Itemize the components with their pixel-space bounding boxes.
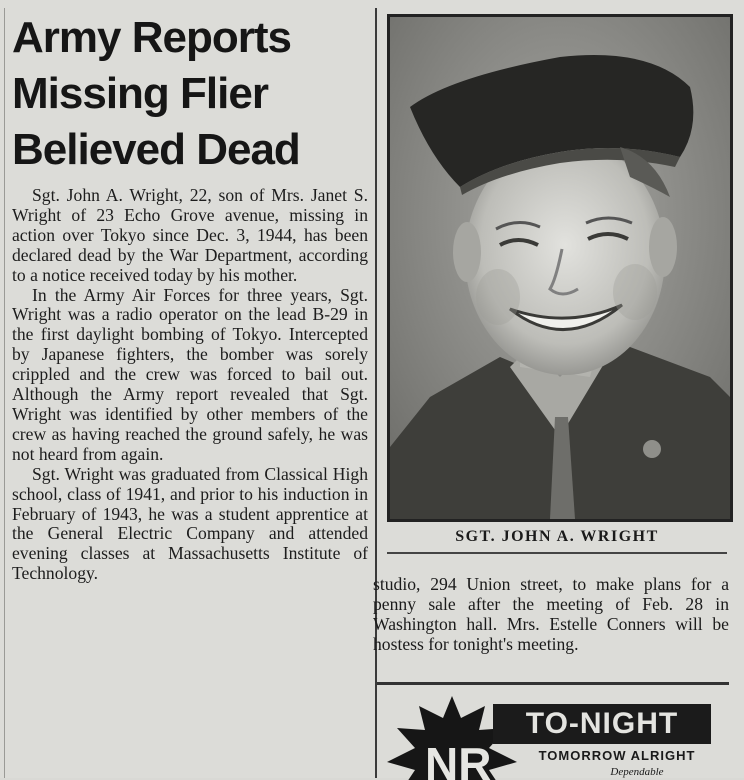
adjacent-article: [373, 574, 729, 654]
adjacent-article-text: studio, 294 Union street, to make plans for a penny sale after the meeting of Feb. 28 in Washington hall. Mrs. Estelle Conners will be hostess for tonight's meeting.: [373, 574, 729, 654]
advertisement: [377, 690, 733, 780]
article-column: [12, 10, 368, 584]
article-paragraph-2: In the Army Air Forces for three years, Sgt. Wright was a radio operator on the lead B-29 in the first daylight bombing of Tokyo. Intercepted by Japanese fighters, the bomber was sorely crippled and the crew was forced to bail out. Although the Army report revealed that Sgt. Wright was identified by other members of the crew as having reached the ground safely, he was not heard from again.: [12, 284, 368, 464]
article-paragraph-1: Sgt. John A. Wright, 22, son of Mrs. Janet S. Wright of 23 Echo Grove avenue, missing in action over Tokyo since Dec. 3, 1944, has been declared dead by the War Department, according to a notice received today by his mother.: [12, 185, 368, 285]
ad-subline: TOMORROW ALRIGHT: [538, 748, 696, 763]
column-divider: [375, 8, 377, 778]
headline-line-2: Missing Flier: [12, 69, 268, 118]
ad-headline: TO-NIGHT: [493, 704, 711, 744]
portrait-photo: [387, 14, 733, 522]
advertisement-rule: [377, 682, 729, 685]
headline-line-1: Army Reports: [12, 13, 291, 62]
article-body: [12, 186, 368, 584]
svg-text:NR: NR: [425, 738, 492, 780]
caption-rule: [387, 552, 727, 554]
left-column-rule: [4, 8, 5, 778]
photo-caption: SGT. JOHN A. WRIGHT: [455, 528, 659, 545]
soldier-portrait-image: [390, 17, 730, 519]
article-paragraph-3: Sgt. Wright was graduated from Classical High school, class of 1941, and prior to his induction in February of 1943, he was a student apprentice at the General Electric Company and attended evening classes at Massachusetts Institute of Technology.: [12, 463, 368, 584]
article-headline: [12, 10, 368, 178]
headline-line-3: Believed Dead: [12, 125, 300, 174]
ad-tagline: Dependable: [610, 766, 664, 778]
